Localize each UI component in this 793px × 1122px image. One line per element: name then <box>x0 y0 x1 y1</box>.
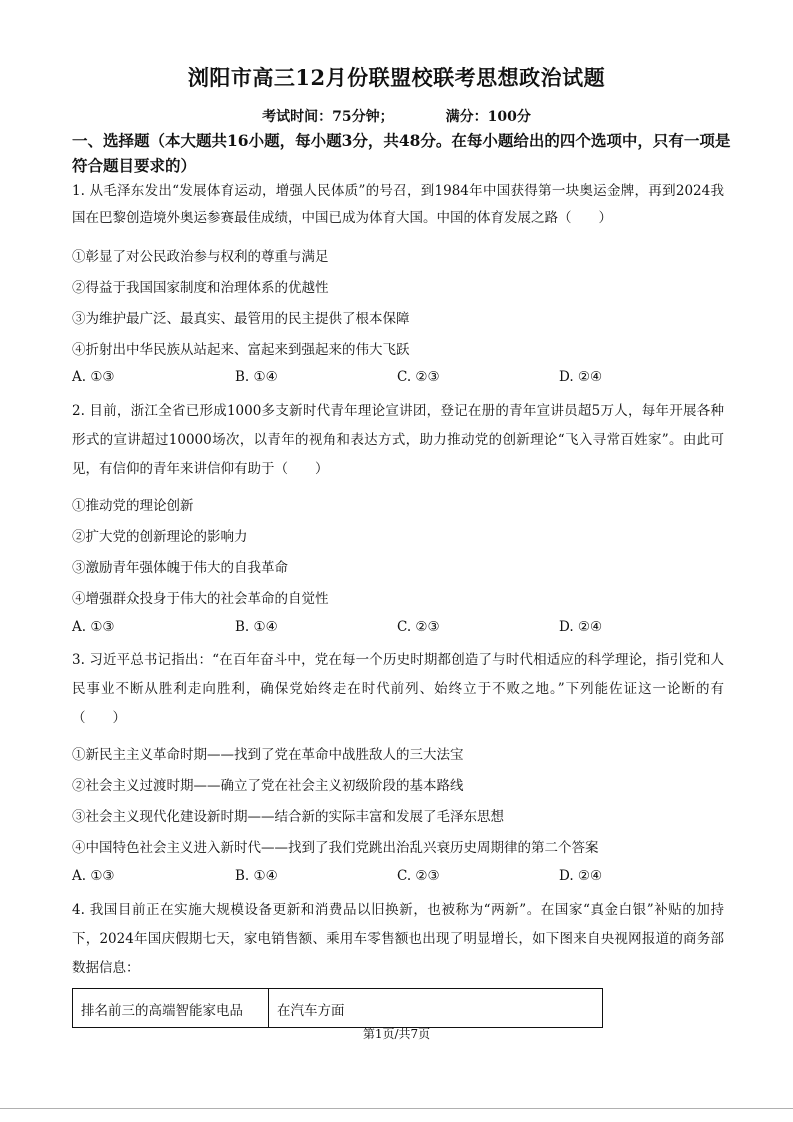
question-2-item-1: ①推动党的理论创新 <box>72 498 194 514</box>
question-1-option-c: C. ②③ <box>397 369 440 385</box>
page-title: 浏阳市高三12月份联盟校联考思想政治试题 <box>187 65 606 90</box>
question-4-stem: 4. 我国目前正在实施大规模设备更新和消费品以旧换新，也被称为“两新”。在国家“真金白银”补贴的加持下，2024年国庆假期七天，家电销售额、乘用车零售额也出现了明显增长，如下图来自央视网报道的商务部数据信息： <box>72 902 724 976</box>
question-1-item-1: ①彰显了对公民政治参与权利的尊重与满足 <box>72 249 329 265</box>
page-number: 第1页/共7页 <box>362 1027 431 1041</box>
data-table <box>72 988 603 1028</box>
page-bottom-divider <box>0 1108 793 1109</box>
question-1-option-b: B. ①④ <box>235 369 278 385</box>
question-2-option-a: A. ①③ <box>72 619 115 635</box>
question-3-stem: 3. 习近平总书记指出：“在百年奋斗中，党在每一个历史时期都创造了与时代相适应的科学理论，指引党和人民事业不断从胜利走向胜利，确保党始终走在时代前列、始终立于不败之地。”下列能佐证这一论断的有（ ） <box>72 652 724 726</box>
question-2-option-c: C. ②③ <box>397 619 440 635</box>
exam-info <box>0 106 793 126</box>
question-3-item-1: ①新民主主义革命时期——找到了党在革命中战胜敌人的三大法宝 <box>72 747 464 763</box>
table-cell-automobile: 在汽车方面 <box>277 1003 345 1019</box>
question-1-item-3: ③为维护最广泛、最真实、最管用的民主提供了根本保障 <box>72 311 410 327</box>
question-3-option-b: B. ①④ <box>235 868 278 884</box>
question-1-item-4: ④折射出中华民族从站起来、富起来到强起来的伟大飞跃 <box>72 342 410 358</box>
question-2-item-4: ④增强群众投身于伟大的社会革命的自觉性 <box>72 591 329 607</box>
question-3-item-4: ④中国特色社会主义进入新时代——找到了我们党跳出治乱兴衰历史周期律的第二个答案 <box>72 840 599 856</box>
question-1-option-a: A. ①③ <box>72 369 115 385</box>
question-3-option-c: C. ②③ <box>397 868 440 884</box>
question-1-item-2: ②得益于我国国家制度和治理体系的优越性 <box>72 280 329 296</box>
exam-time: 考试时间：75分钟； <box>262 109 394 125</box>
question-3-option-a: A. ①③ <box>72 868 115 884</box>
question-3-item-3: ③社会主义现代化建设新时期——结合新的实际丰富和发展了毛泽东思想 <box>72 809 504 825</box>
question-2-option-b: B. ①④ <box>235 619 278 635</box>
question-1-option-d: D. ②④ <box>559 369 603 385</box>
table-cell-appliances: 排名前三的高端智能家电品 <box>73 989 269 1027</box>
question-2-item-3: ③激励青年强体魄于伟大的自我革命 <box>72 560 288 576</box>
question-2-option-d: D. ②④ <box>559 619 603 635</box>
question-2-item-2: ②扩大党的创新理论的影响力 <box>72 529 248 545</box>
question-2-stem: 2. 目前，浙江全省已形成1000多支新时代青年理论宣讲团，登记在册的青年宣讲员超5万人，每年开展各种形式的宣讲超过10000场次，以青年的视角和表达方式，助力推动党的创新理论“飞入寻常百姓家”。由此可见，有信仰的青年来讲信仰有助于（ ） <box>72 403 724 477</box>
question-1-stem: 1. 从毛泽东发出“发展体育运动，增强人民体质”的号召，到1984年中国获得第一块奥运金牌，再到2024我国在巴黎创造境外奥运参赛最佳成绩，中国已成为体育大国。中国的体育发展之路（ ） <box>72 183 724 226</box>
exam-score: 满分：100分 <box>445 109 531 125</box>
question-3-option-d: D. ②④ <box>559 868 603 884</box>
question-3-item-2: ②社会主义过渡时期——确立了党在社会主义初级阶段的基本路线 <box>72 778 464 794</box>
section-heading: 一、选择题（本大题共16小题，每小题3分，共48分。在每小题给出的四个选项中，只有一项是符合题目要求的） <box>72 131 731 175</box>
